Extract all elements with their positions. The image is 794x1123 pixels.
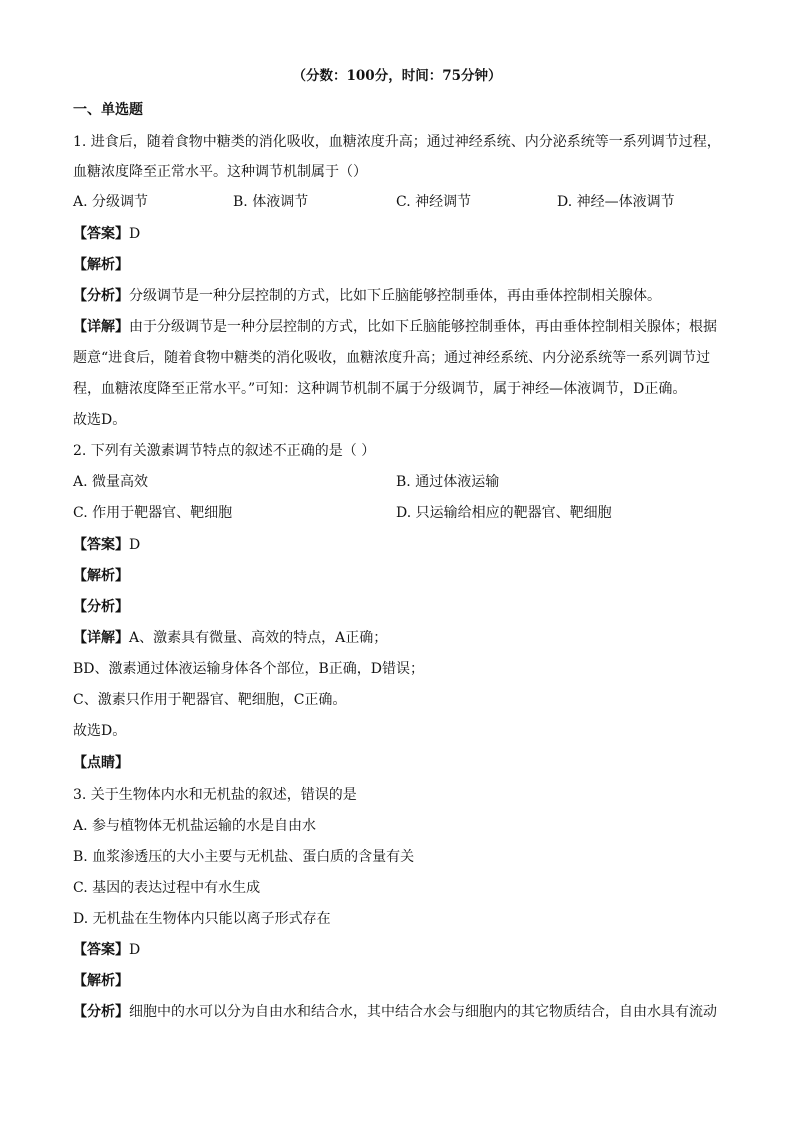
xiangjie-text: A、激素具有微量、高效的特点，A正确； xyxy=(129,630,388,646)
q1-option-a: A. 分级调节 xyxy=(73,194,149,210)
analysis-tag: 【解析】 xyxy=(73,973,129,989)
q1-xiangjie-line3: 程，血糖浓度降至正常水平。”可知：这种调节机制不属于分级调节，属于神经—体液调节，D正确。 xyxy=(73,381,687,397)
q1-analysis-tag xyxy=(73,255,733,275)
xiangjie-text: 由于分级调节是一种分层控制的方式，比如下丘脑能够控制垂体，再由垂体控制相关腺体；根据 xyxy=(129,319,717,335)
exam-header: （分数：100分，时间：75分钟） xyxy=(292,68,502,84)
q1-answer xyxy=(73,224,733,244)
analysis-tag: 【解析】 xyxy=(73,257,129,273)
q3-option-a: A. 参与植物体无机盐运输的水是自由水 xyxy=(73,818,317,834)
q1-conclusion: 故选D。 xyxy=(73,412,127,428)
q3-analysis-tag xyxy=(73,971,733,991)
q1-xiangjie-line2: 题意“进食后，随着食物中糖类的消化吸收，血糖浓度升高；通过神经系统、内分泌系统等一系列调节过 xyxy=(73,350,711,366)
xiangjie-tag: 【详解】 xyxy=(73,630,129,646)
fenxi-text: 分级调节是一种分层控制的方式，比如下丘脑能够控制垂体，再由垂体控制相关腺体。 xyxy=(129,288,661,304)
q2-xiangjie-line2: BD、激素通过体液运输身体各个部位，B正确，D错误； xyxy=(73,661,425,677)
q3-fenxi xyxy=(73,1002,733,1022)
section-title: 一、单选题 xyxy=(73,102,143,118)
fenxi-text: 细胞中的水可以分为自由水和结合水，其中结合水会与细胞内的其它物质结合，自由水具有流动 xyxy=(129,1004,717,1020)
answer-value: D xyxy=(129,942,141,958)
q1-fenxi xyxy=(73,286,733,306)
q2-xiangjie-line1 xyxy=(73,628,733,648)
q1-xiangjie-line1 xyxy=(73,317,733,337)
answer-value: D xyxy=(129,226,141,242)
q2-fenxi xyxy=(73,597,733,617)
q1-option-d: D. 神经—体液调节 xyxy=(557,194,675,210)
q1-stem-line1: 1. 进食后，随着食物中糖类的消化吸收，血糖浓度升高；通过神经系统、内分泌系统等一系列调节过程， xyxy=(73,134,721,150)
q3-answer xyxy=(73,940,733,960)
q1-option-c: C. 神经调节 xyxy=(396,194,472,210)
q2-option-a: A. 微量高效 xyxy=(73,474,149,490)
answer-tag: 【答案】 xyxy=(73,537,129,553)
q2-analysis-tag xyxy=(73,566,733,586)
q1-stem-line2: 血糖浓度降至正常水平。这种调节机制属于（） xyxy=(73,164,367,180)
answer-tag: 【答案】 xyxy=(73,942,129,958)
q3-option-b: B. 血浆渗透压的大小主要与无机盐、蛋白质的含量有关 xyxy=(73,849,415,865)
q2-stem: 2. 下列有关激素调节特点的叙述不正确的是（ ） xyxy=(73,443,376,459)
q2-option-b: B. 通过体液运输 xyxy=(396,474,500,490)
answer-tag: 【答案】 xyxy=(73,226,129,242)
q2-option-d: D. 只运输给相应的靶器官、靶细胞 xyxy=(396,505,612,521)
q2-xiangjie-line3: C、激素只作用于靶器官、靶细胞，C正确。 xyxy=(73,692,347,708)
fenxi-tag: 【分析】 xyxy=(73,288,129,304)
answer-value: D xyxy=(129,537,141,553)
q3-stem: 3. 关于生物体内水和无机盐的叙述，错误的是 xyxy=(73,787,357,803)
q2-answer xyxy=(73,535,733,555)
q2-dianjing xyxy=(73,753,733,773)
analysis-tag: 【解析】 xyxy=(73,568,129,584)
fenxi-tag: 【分析】 xyxy=(73,1004,129,1020)
q3-option-c: C. 基因的表达过程中有水生成 xyxy=(73,880,261,896)
dianjing-tag: 【点睛】 xyxy=(73,755,129,771)
q2-conclusion: 故选D。 xyxy=(73,723,127,739)
xiangjie-tag: 【详解】 xyxy=(73,319,129,335)
q1-option-b: B. 体液调节 xyxy=(233,194,309,210)
q2-option-c: C. 作用于靶器官、靶细胞 xyxy=(73,505,233,521)
q3-option-d: D. 无机盐在生物体内只能以离子形式存在 xyxy=(73,911,331,927)
fenxi-tag: 【分析】 xyxy=(73,599,129,615)
